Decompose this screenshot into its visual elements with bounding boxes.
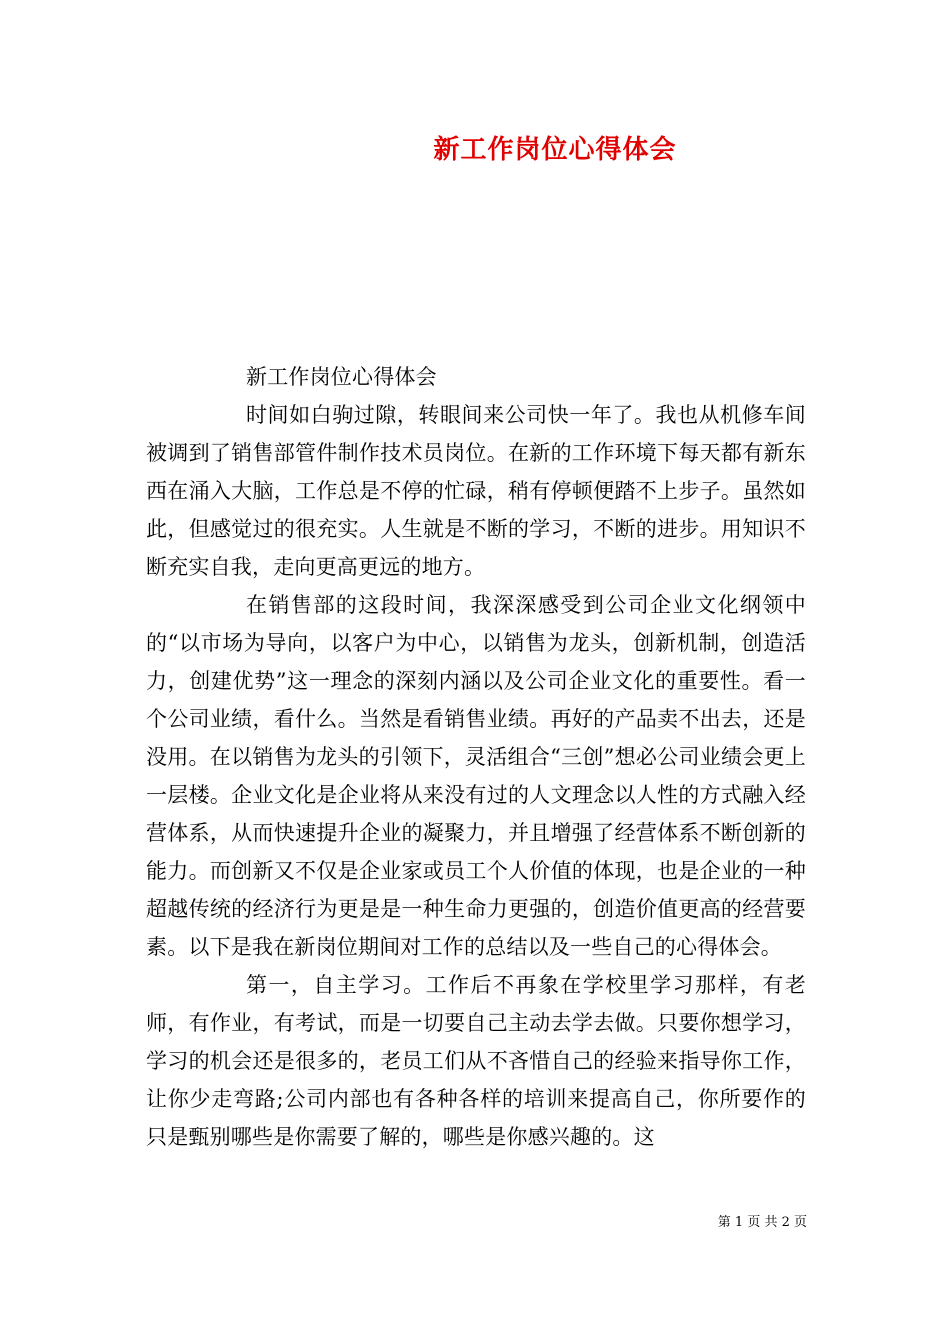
body-paragraph-1: 时间如白驹过隙，转眼间来公司快一年了。我也从机修车间被调到了销售部管件制作技术员岗位。在新的工作环境下每天都有新东西在涌入大脑，工作总是不停的忙碌，稍有停顿便踏不上步子。虽然如此，但感觉过的很充实。人生就是不断的学习，不断的进步。用知识不断充实自我，走向更高更远的地方。 xyxy=(146,403,806,579)
body-subtitle: 新工作岗位心得体会 xyxy=(246,365,437,389)
body-paragraph-2: 在销售部的这段时间，我深深感受到公司企业文化纲领中的“以市场为导向，以客户为中心，以销售为龙头，创新机制，创造活力，创建优势”这一理念的深刻内涵以及公司企业文化的重要性。看一个公司业绩，看什么。当然是看销售业绩。再好的产品卖不出去，还是没用。在以销售为龙头的引领下，灵活组合“三创”想必公司业绩会更上一层楼。企业文化是企业将从来没有过的人文理念以人性的方式融入经营体系，从而快速提升企业的凝聚力，并且增强了经营体系不断创新的能力。而创新又不仅是企业家或员工个人价值的体现，也是企业的一种超越传统的经济行为更是是一种生命力更强的，创造价值更高的经营要素。以下是我在新岗位期间对工作的总结以及一些自己的心得体会。 xyxy=(146,593,806,959)
body-paragraph-3: 第一，自主学习。工作后不再象在学校里学习那样，有老师，有作业，有考试，而是一切要自己主动去学去做。只要你想学习，学习的机会还是很多的，老员工们从不吝惜自己的经验来指导你工作，让你少走弯路;公司内部也有各种各样的培训来提高自己，你所要作的只是甄别哪些是你需要了解的，哪些是你感兴趣的。这 xyxy=(146,973,806,1149)
page-number: 第 1 页 共 2 页 xyxy=(717,1215,807,1230)
document-body xyxy=(146,358,806,1156)
document-title: 新工作岗位心得体会 xyxy=(433,135,677,165)
